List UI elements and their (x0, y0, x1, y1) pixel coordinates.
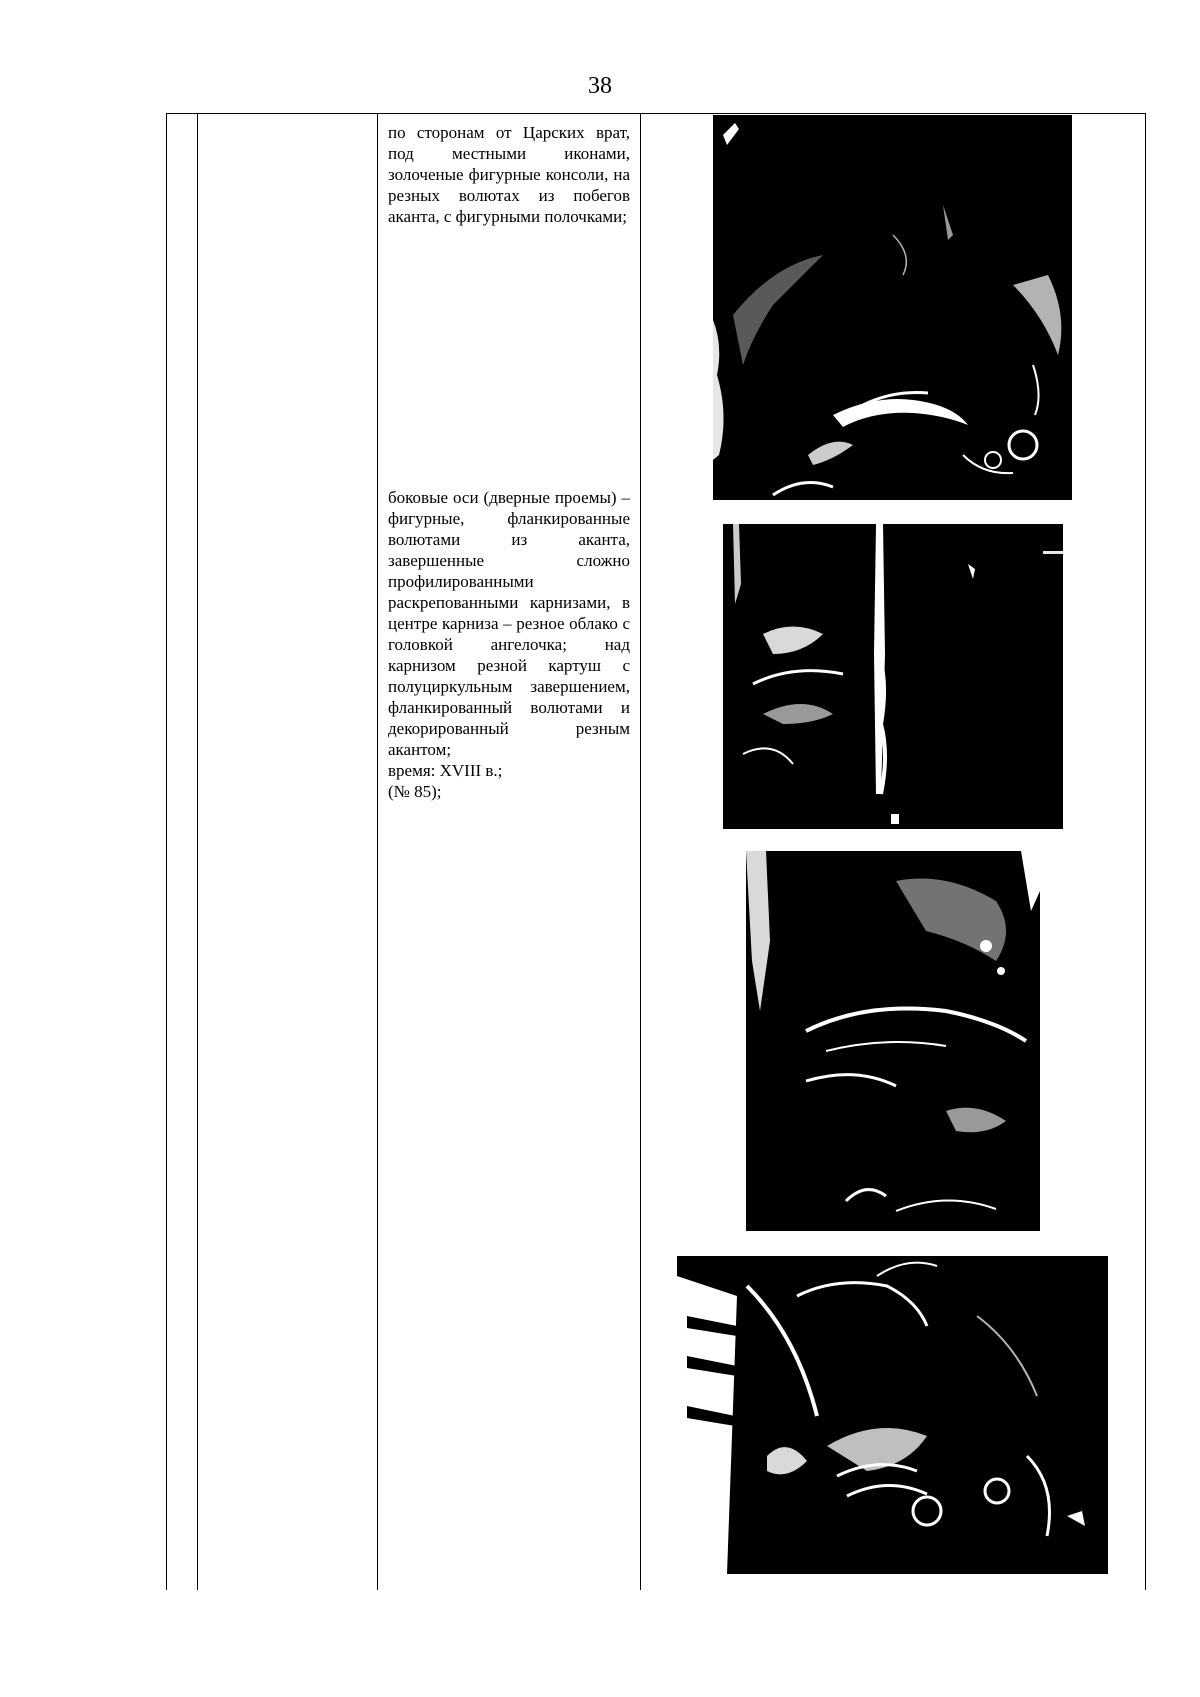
photo-carved-cornice (746, 851, 1040, 1231)
photo-side-door-column (723, 524, 1063, 829)
description-text-consoles: по сторонам от Царских врат, под местными иконами, золоченые фигурные консоли, на резных волютах из побегов аканта, с фигурными полочками; (388, 123, 630, 226)
photo-side-door-column-icon (723, 524, 1063, 829)
table-column-divider-2 (377, 113, 378, 1590)
photo-carved-cornice-icon (746, 851, 1040, 1231)
description-cell-side-axes (388, 487, 630, 802)
table-border-left (166, 113, 167, 1590)
photo-cartouche-volutes-icon (677, 1256, 1108, 1574)
photo-consoles-acanthus-icon (713, 115, 1072, 500)
table-border-right (1145, 113, 1146, 1590)
table-top-border (166, 113, 1146, 114)
table-column-divider-1 (197, 113, 198, 1590)
photo-consoles-acanthus (713, 115, 1072, 500)
table-column-divider-3 (640, 113, 641, 1590)
description-cell-consoles (388, 122, 630, 227)
object-number-text: (№ 85); (388, 782, 442, 801)
description-text-side-axes: боковые оси (дверные проемы) – фигурные, фланкированные волютами из аканта, завершенные сложно профилированными раскрепованными карнизами, в центре карниза – резное облако с головкой ангелочка; над карнизом резной картуш с полуциркульным завершением, фланкированный волютами и декорированный резным акантом; (388, 488, 630, 759)
photo-cartouche-volutes (677, 1256, 1108, 1574)
page-number: 38 (588, 73, 612, 99)
dating-text: время: XVIII в.; (388, 761, 503, 780)
